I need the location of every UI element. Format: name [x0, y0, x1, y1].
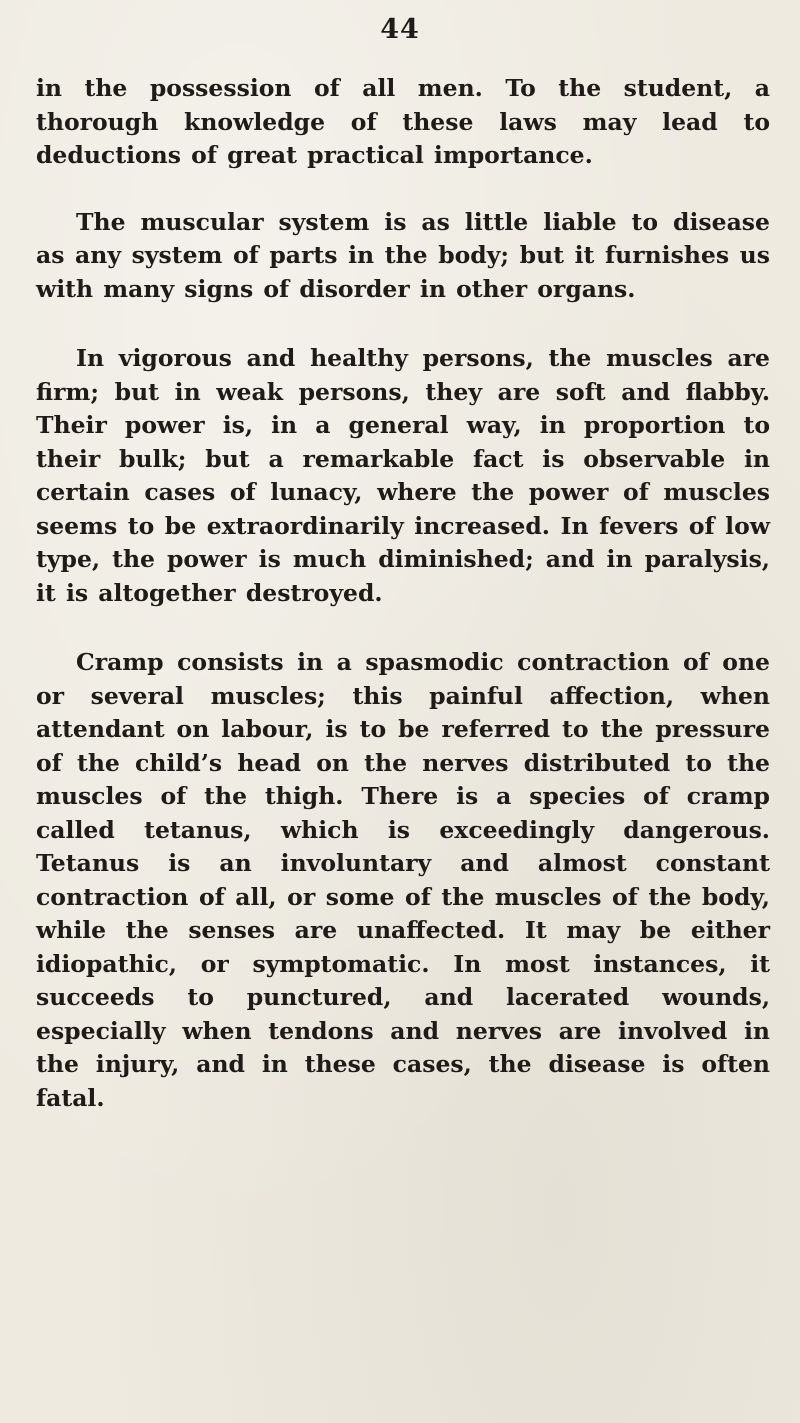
- paragraph-1: in the possession of all men. To the student, a thorough knowledge of these laws may lead to deductions of great practical importance.: [36, 74, 770, 169]
- paragraph-2: The muscular system is as little liable to disease as any system of parts in the body; but it furnishes us with many signs of disorder in other organs.: [36, 207, 770, 303]
- paragraph-3: In vigorous and healthy persons, the muscles are firm; but in weak persons, they are soft and flabby. Their power is, in a general way, in proportion to their bulk; but a remarkable fact is observable in certain cases of lunacy, where the power of muscles seems to be extraordinarily increased. In fevers of low type, the power is much diminished; and in paralysis, it is altogether destroyed.: [36, 344, 770, 607]
- paragraph-4: Cramp consists in a spasmodic contraction of one or several muscles; this painful affection, when attendant on labour, is to be referred to the pressure of the child’s head on the nerves distributed to the muscles of the thigh. There is a species of cramp called tetanus, which is exceedingly dangerous. Tetanus is an involuntary and almost constant contraction of all, or some of the muscles of the body, while the senses are unaffected. It may be either idiopathic, or symptomatic. In most instances, it succeeds to punctured, and lacerated wounds, especially when tendons and nerves are involved in the injury, and in these cases, the disease is often fatal.: [36, 648, 770, 1112]
- page-number: 44: [380, 14, 420, 45]
